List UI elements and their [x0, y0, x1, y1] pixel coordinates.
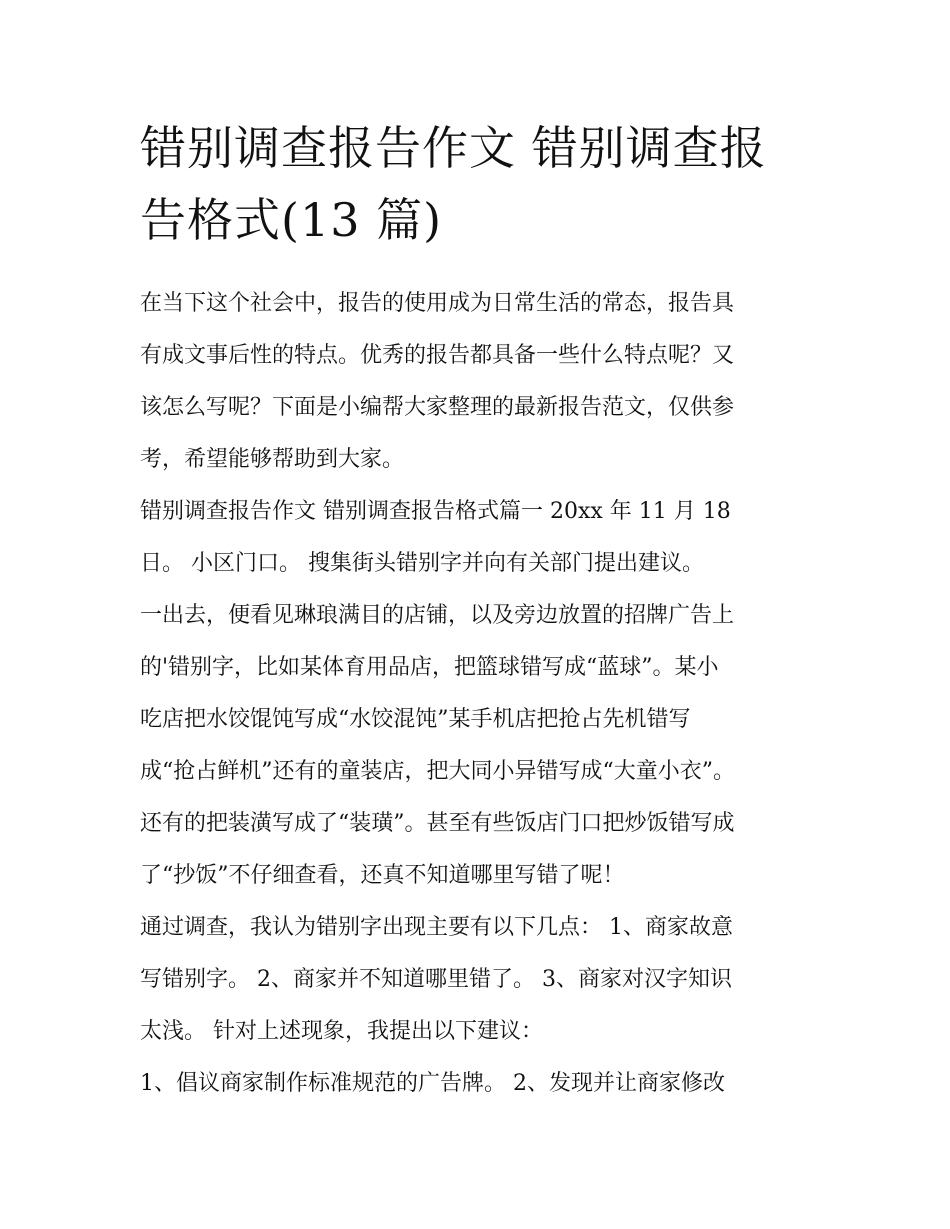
title-line-1: 错别调查报告作文 错别调查报: [140, 121, 767, 175]
document-title: [140, 112, 820, 256]
body-line-14: 写错别字。 2、商家并不知道哪里错了。 3、商家对汉字知识: [140, 967, 732, 992]
document-body: [140, 278, 820, 1110]
document-content: [140, 112, 820, 1110]
body-line-16: 1、倡议商家制作标准规范的广告牌。 2、发现并让商家修改: [140, 1071, 725, 1096]
body-line-11: 还有的把装潢写成了“装璜”。甚至有些饭店门口把炒饭错写成: [140, 811, 735, 836]
title-line-2: 告格式(13 篇): [140, 193, 443, 247]
body-line-3: 该怎么写呢？下面是小编帮大家整理的最新报告范文，仅供参: [140, 395, 735, 420]
body-line-8: 的'错别字，比如某体育用品店，把篮球错写成“蓝球”。某小: [140, 655, 719, 680]
body-line-6: 日。 小区门口。 搜集街头错别字并向有关部门提出建议。: [140, 551, 704, 576]
body-line-7: 一出去，便看见琳琅满目的店铺，以及旁边放置的招牌广告上: [140, 603, 735, 628]
body-line-9: 吃店把水饺馄饨写成“水饺混饨”某手机店把抢占先机错写: [140, 707, 691, 732]
body-line-2: 有成文事后性的特点。优秀的报告都具备一些什么特点呢？又: [140, 343, 735, 368]
body-line-1: 在当下这个社会中，报告的使用成为日常生活的常态，报告具: [140, 291, 735, 316]
body-line-5: 错别调查报告作文 错别调查报告格式篇一 20xx 年 11 月 18: [140, 499, 731, 524]
body-line-10: 成“抢占鲜机”还有的童装店，把大同小异错写成“大童小衣”。: [140, 759, 735, 784]
body-line-13: 通过调查，我认为错别字出现主要有以下几点： 1、商家故意: [140, 915, 733, 940]
body-line-12: 了“抄饭”不仔细查看，还真不知道哪里写错了呢！: [140, 863, 625, 888]
body-line-15: 太浅。 针对上述现象，我提出以下建议：: [140, 1019, 543, 1044]
body-line-4: 考，希望能够帮助到大家。: [140, 447, 405, 472]
